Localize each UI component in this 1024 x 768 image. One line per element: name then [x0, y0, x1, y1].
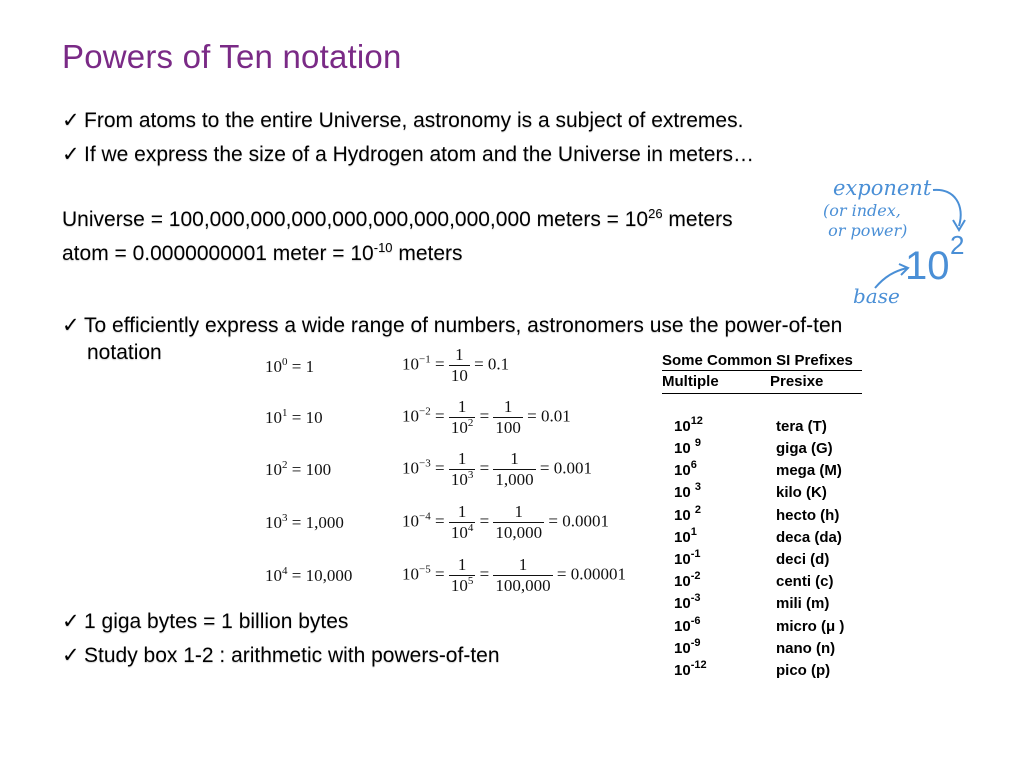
math-row-pos-1: $10^1 = 10$	[265, 407, 323, 427]
bullet-extremes	[62, 107, 743, 134]
atom-line: atom = 0.0000000001 meter = $10^{-10}$ meters	[62, 240, 463, 265]
fraction: $\frac{1}{100}$	[495, 397, 521, 437]
bullet-text: Study box 1-2 : arithmetic with powers-of-ten	[84, 644, 500, 667]
index-label: (or index, or power)	[823, 201, 908, 240]
exponent-diagram	[815, 176, 980, 311]
math-row-pos-4: $10^4 = 10,000$	[265, 565, 353, 585]
col-prefix: Presixe	[770, 373, 824, 390]
si-table-header	[662, 371, 862, 394]
bullet-giga-bytes	[62, 608, 348, 635]
fraction: $\frac{1}{10^3}$	[450, 449, 474, 489]
fraction: $\frac{1}{1,000}$	[495, 449, 534, 489]
base-label: base	[853, 284, 900, 308]
fraction: $\frac{1}{10,000}$	[495, 502, 543, 542]
math-row-neg-4: $10^{-4}$ = $\frac{1}{10^4}$ = $\frac{1}{10,000}$ = 0.0001	[402, 502, 609, 542]
exponent-label: exponent	[833, 176, 932, 200]
math-row-pos-0: $10^0 = 1$	[265, 356, 315, 376]
fraction: $\frac{1}{10^5}$	[450, 555, 474, 595]
fraction: $\frac{1}{10^4}$	[450, 502, 474, 542]
slide-title: Powers of Ten notation	[62, 38, 402, 75]
bullet-express-size	[62, 141, 754, 168]
col-multiple: Multiple	[662, 373, 719, 390]
math-row-pos-3: $10^3 = 1,000$	[265, 512, 344, 532]
bullet-text-continued: notation	[87, 341, 162, 364]
checkmark-icon: ✓	[62, 314, 80, 337]
math-row-neg-1: $10^{-1}$ = $\frac{1}{10}$ = 0.1	[402, 345, 510, 385]
math-row-neg-5: $10^{-5}$ = $\frac{1}{10^5}$ = $\frac{1}{100,000}$ = 0.00001	[402, 555, 626, 595]
bullet-text: From atoms to the entire Universe, astronomy is a subject of extremes.	[84, 109, 744, 132]
si-table-title: Some Common SI Prefixes	[662, 352, 862, 371]
math-row-neg-2: $10^{-2}$ = $\frac{1}{10^2}$ = $\frac{1}{100}$ = 0.01	[402, 397, 571, 437]
checkmark-icon: ✓	[62, 610, 80, 633]
checkmark-icon: ✓	[62, 109, 80, 132]
math-row-pos-2: $10^2 = 100$	[265, 459, 332, 479]
base-number: 10	[905, 244, 950, 288]
fraction: $\frac{1}{10}$	[450, 345, 468, 385]
universe-line: Universe = 100,000,000,000,000,000,000,000,000 meters = $10^{26}$ meters	[62, 206, 733, 231]
fraction: $\frac{1}{100,000}$	[495, 555, 551, 595]
si-prefix-table: Some Common SI Prefixes Multiple Presixe $10^{12}$ tera (T) 10 $^9$ giga (G) $10^6$ mega (M) 10 $^3$ kilo (K) 10 $^2$ hecto (h) $10^1$ deca (da) $10^{-1}$ deci (d) $10^{-2}$ centi (c) $10^{-3}$ mili (m) $10^{-6}$ micro (μ ) $10^{-9}$ nano (n) $10^{-12}$ pico (p)	[662, 352, 862, 394]
bullet-text: If we express the size of a Hydrogen atom and the Universe in meters…	[84, 143, 754, 166]
bullet-study-box	[62, 642, 500, 669]
exponent-number: 2	[950, 230, 965, 260]
checkmark-icon: ✓	[62, 644, 80, 667]
fraction: $\frac{1}{10^2}$	[450, 397, 474, 437]
math-row-neg-3: $10^{-3}$ = $\frac{1}{10^3}$ = $\frac{1}{1,000}$ = 0.001	[402, 449, 592, 489]
bullet-text: To efficiently express a wide range of numbers, astronomers use the power-of-ten	[84, 314, 843, 337]
checkmark-icon: ✓	[62, 143, 80, 166]
bullet-text: 1 giga bytes = 1 billion bytes	[84, 610, 349, 633]
